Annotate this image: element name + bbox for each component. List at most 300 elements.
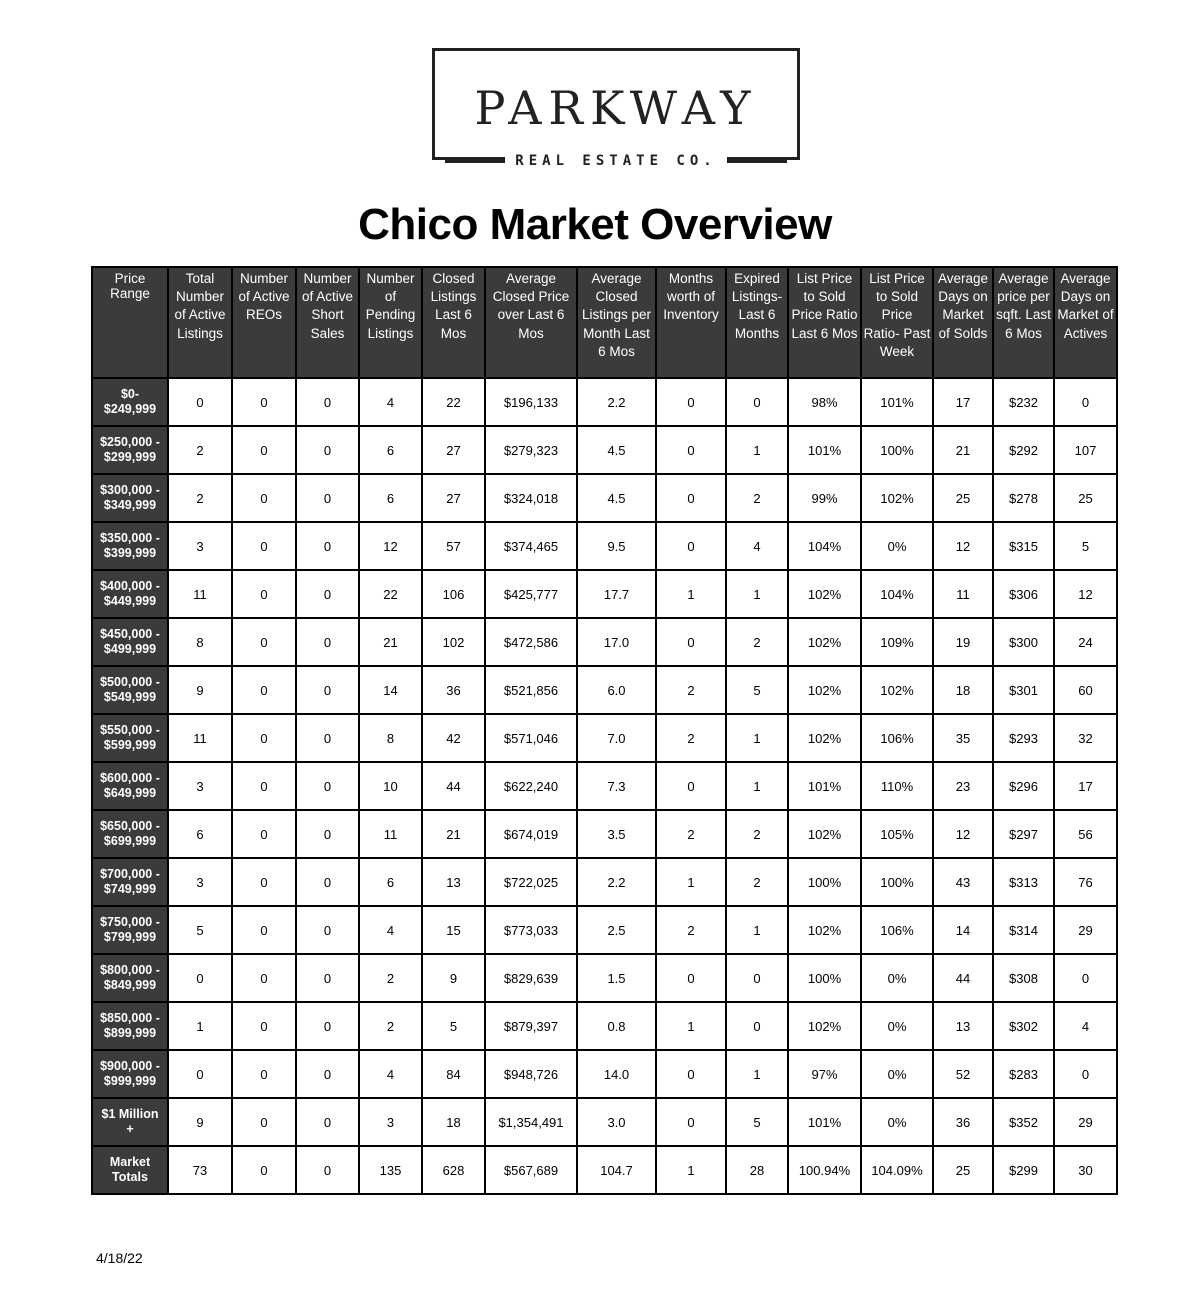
price-range-text: $300,000 - $349,999 [100, 483, 160, 512]
table-cell: 104.7 [577, 1146, 656, 1194]
table-cell: $879,397 [485, 1002, 577, 1050]
table-cell: 0 [656, 762, 726, 810]
table-cell: 4.5 [577, 474, 656, 522]
table-cell: 0 [232, 1002, 296, 1050]
table-cell: 2 [168, 474, 232, 522]
table-cell: 0 [296, 1098, 359, 1146]
table-cell: $521,856 [485, 666, 577, 714]
table-cell: 0 [232, 378, 296, 426]
table-body [92, 378, 1117, 1194]
table-cell: 97% [788, 1050, 861, 1098]
table-cell: 76 [1054, 858, 1117, 906]
table-cell: 0 [296, 426, 359, 474]
table-cell: 0 [296, 474, 359, 522]
table-cell: 22 [359, 570, 422, 618]
table-cell: 104% [788, 522, 861, 570]
table-cell: 0 [656, 378, 726, 426]
table-cell: 0 [232, 762, 296, 810]
price-range-label [92, 858, 168, 906]
price-range-label [92, 906, 168, 954]
table-cell: 0 [656, 954, 726, 1002]
table-cell: 0 [296, 762, 359, 810]
table-cell: 5 [1054, 522, 1117, 570]
table-cell: 17.7 [577, 570, 656, 618]
table-cell: 57 [422, 522, 485, 570]
table-cell: 18 [933, 666, 993, 714]
table-cell: 4 [359, 1050, 422, 1098]
table-cell: 0 [232, 522, 296, 570]
table-cell: $301 [993, 666, 1054, 714]
table-cell: 0 [232, 426, 296, 474]
parkway-logo [432, 48, 800, 169]
table-row [92, 474, 1117, 522]
column-header: Total Number of Active Listings [168, 267, 232, 378]
table-cell: $773,033 [485, 906, 577, 954]
table-cell: 0% [861, 954, 933, 1002]
table-cell: $292 [993, 426, 1054, 474]
table-row [92, 570, 1117, 618]
logo-wordmark: PARKWAY [474, 81, 758, 135]
table-cell: 104.09% [861, 1146, 933, 1194]
table-cell: $315 [993, 522, 1054, 570]
table-cell: 1.5 [577, 954, 656, 1002]
table-cell: 101% [788, 426, 861, 474]
logo-tagline-row [435, 151, 797, 171]
table-cell: 13 [422, 858, 485, 906]
table-cell: 1 [656, 570, 726, 618]
table-cell: 73 [168, 1146, 232, 1194]
table-cell: 18 [422, 1098, 485, 1146]
table-cell: 9.5 [577, 522, 656, 570]
price-range-label [92, 570, 168, 618]
table-row [92, 1050, 1117, 1098]
table-cell: 0 [296, 618, 359, 666]
table-cell: 3 [168, 522, 232, 570]
column-header: Months worth of Inventory [656, 267, 726, 378]
table-cell: $674,019 [485, 810, 577, 858]
table-cell: 0% [861, 1002, 933, 1050]
table-cell: 12 [933, 522, 993, 570]
table-cell: 30 [1054, 1146, 1117, 1194]
table-cell: 99% [788, 474, 861, 522]
table-cell: $296 [993, 762, 1054, 810]
table-cell: 9 [168, 1098, 232, 1146]
table-cell: 11 [168, 714, 232, 762]
table-row [92, 522, 1117, 570]
table-cell: $278 [993, 474, 1054, 522]
table-cell: 100.94% [788, 1146, 861, 1194]
price-range-text: $650,000 - $699,999 [100, 819, 160, 848]
table-cell: 102% [861, 666, 933, 714]
table-row [92, 378, 1117, 426]
table-cell: $722,025 [485, 858, 577, 906]
table-cell: 0 [656, 522, 726, 570]
table-cell: 0 [232, 474, 296, 522]
column-header: Average price per sqft. Last 6 Mos [993, 267, 1054, 378]
table-cell: 14.0 [577, 1050, 656, 1098]
table-cell: 7.3 [577, 762, 656, 810]
table-cell: $948,726 [485, 1050, 577, 1098]
table-cell: 0% [861, 1050, 933, 1098]
table-cell: 0% [861, 522, 933, 570]
table-cell: 4 [359, 906, 422, 954]
table-cell: 0 [232, 1050, 296, 1098]
table-cell: 23 [933, 762, 993, 810]
table-cell: 0 [232, 618, 296, 666]
table-cell: 3.0 [577, 1098, 656, 1146]
column-header: Average Closed Price over Last 6 Mos [485, 267, 577, 378]
table-cell: 14 [359, 666, 422, 714]
table-cell: 1 [656, 858, 726, 906]
table-cell: 11 [359, 810, 422, 858]
table-cell: 12 [933, 810, 993, 858]
table-cell: 102% [788, 810, 861, 858]
table-cell: 0 [296, 522, 359, 570]
table-cell: 1 [726, 714, 788, 762]
table-row [92, 810, 1117, 858]
table-cell: 56 [1054, 810, 1117, 858]
table-cell: 6 [168, 810, 232, 858]
table-cell: 27 [422, 474, 485, 522]
table-cell: 29 [1054, 1098, 1117, 1146]
table-cell: 104% [861, 570, 933, 618]
table-cell: 2 [359, 954, 422, 1002]
table-cell: 42 [422, 714, 485, 762]
column-header: Average Days on Market of Solds [933, 267, 993, 378]
table-cell: 6 [359, 474, 422, 522]
table-cell: 22 [422, 378, 485, 426]
table-cell: 0 [232, 1098, 296, 1146]
table-cell: 15 [422, 906, 485, 954]
table-cell: 0 [1054, 954, 1117, 1002]
table-cell: 43 [933, 858, 993, 906]
table-cell: 32 [1054, 714, 1117, 762]
table-cell: $306 [993, 570, 1054, 618]
table-cell: 100% [861, 426, 933, 474]
table-cell: 6 [359, 858, 422, 906]
market-table [91, 266, 1118, 1195]
table-row [92, 666, 1117, 714]
table-cell: 0 [656, 474, 726, 522]
price-range-text: $450,000 - $499,999 [100, 627, 160, 656]
table-cell: 0 [296, 570, 359, 618]
table-cell: 100% [788, 858, 861, 906]
table-cell: 2.5 [577, 906, 656, 954]
table-cell: 10 [359, 762, 422, 810]
table-cell: 2.2 [577, 858, 656, 906]
table-cell: 2 [168, 426, 232, 474]
table-cell: 106 [422, 570, 485, 618]
price-range-text: Market Totals [109, 1155, 151, 1184]
table-cell: $300 [993, 618, 1054, 666]
table-cell: 0 [296, 714, 359, 762]
table-cell: $313 [993, 858, 1054, 906]
table-cell: 0 [232, 570, 296, 618]
table-row [92, 858, 1117, 906]
table-cell: 14 [933, 906, 993, 954]
table-cell: $324,018 [485, 474, 577, 522]
table-cell: 6.0 [577, 666, 656, 714]
table-cell: 0 [168, 954, 232, 1002]
price-range-label [92, 426, 168, 474]
table-cell: 17 [1054, 762, 1117, 810]
column-header: Price Range [92, 267, 168, 378]
price-range-text: $350,000 - $399,999 [100, 531, 160, 560]
table-cell: $622,240 [485, 762, 577, 810]
price-range-text: $250,000 - $299,999 [100, 435, 160, 464]
table-cell: 5 [168, 906, 232, 954]
table-cell: 2 [656, 714, 726, 762]
table-cell: 0 [296, 1050, 359, 1098]
table-cell: 17.0 [577, 618, 656, 666]
table-cell: 6 [359, 426, 422, 474]
column-header: List Price to Sold Price Ratio Last 6 Mos [788, 267, 861, 378]
table-row [92, 906, 1117, 954]
table-cell: 0 [296, 858, 359, 906]
table-cell: 0 [296, 906, 359, 954]
table-cell: $425,777 [485, 570, 577, 618]
table-cell: 109% [861, 618, 933, 666]
table-cell: $472,586 [485, 618, 577, 666]
table-cell: $314 [993, 906, 1054, 954]
table-cell: 101% [861, 378, 933, 426]
table-cell: 1 [726, 762, 788, 810]
table-cell: 2 [656, 666, 726, 714]
table-cell: 110% [861, 762, 933, 810]
table-cell: 13 [933, 1002, 993, 1050]
table-cell: 102% [788, 666, 861, 714]
table-cell: 4 [359, 378, 422, 426]
table-cell: 12 [1054, 570, 1117, 618]
table-cell: $308 [993, 954, 1054, 1002]
table-cell: 36 [422, 666, 485, 714]
table-cell: 0 [296, 954, 359, 1002]
price-range-label [92, 522, 168, 570]
table-cell: 8 [359, 714, 422, 762]
table-cell: 52 [933, 1050, 993, 1098]
column-header: Average Closed Listings per Month Last 6 Mos [577, 267, 656, 378]
table-cell: 0 [232, 858, 296, 906]
table-cell: 25 [933, 474, 993, 522]
price-range-label [92, 714, 168, 762]
table-cell: 19 [933, 618, 993, 666]
table-cell: 0 [296, 1002, 359, 1050]
table-cell: 0 [656, 1098, 726, 1146]
table-cell: 2 [726, 618, 788, 666]
table-cell: 102% [861, 474, 933, 522]
table-cell: 0 [168, 378, 232, 426]
logo-rule-right [727, 160, 787, 163]
column-header: Number of Active REOs [232, 267, 296, 378]
table-cell: 3 [359, 1098, 422, 1146]
table-cell: 2 [726, 474, 788, 522]
table-cell: 0 [232, 810, 296, 858]
table-cell: 0 [726, 1002, 788, 1050]
table-cell: $352 [993, 1098, 1054, 1146]
table-cell: 2 [656, 906, 726, 954]
table-cell: 107 [1054, 426, 1117, 474]
table-cell: 2 [656, 810, 726, 858]
table-cell: $1,354,491 [485, 1098, 577, 1146]
table-cell: 2 [359, 1002, 422, 1050]
price-range-label [92, 378, 168, 426]
table-cell: $283 [993, 1050, 1054, 1098]
price-range-text: $700,000 - $749,999 [100, 867, 160, 896]
table-cell: 0 [296, 666, 359, 714]
table-cell: 7.0 [577, 714, 656, 762]
price-range-label [92, 1146, 168, 1194]
price-range-text: $0- $249,999 [103, 387, 157, 416]
table-cell: 3 [168, 762, 232, 810]
table-cell: 4 [726, 522, 788, 570]
table-cell: 44 [933, 954, 993, 1002]
logo-tagline: REAL ESTATE CO. [505, 153, 726, 169]
table-cell: 8 [168, 618, 232, 666]
page-title: Chico Market Overview [358, 200, 832, 249]
table-cell: 102% [788, 570, 861, 618]
price-range-text: $850,000 - $899,999 [100, 1011, 160, 1040]
table-cell: 0 [232, 954, 296, 1002]
table-cell: 35 [933, 714, 993, 762]
table-cell: 28 [726, 1146, 788, 1194]
table-cell: 44 [422, 762, 485, 810]
table-cell: 21 [359, 618, 422, 666]
table-cell: $293 [993, 714, 1054, 762]
price-range-text: $900,000 - $999,999 [100, 1059, 160, 1088]
table-cell: 0 [232, 714, 296, 762]
table-cell: 0 [296, 1146, 359, 1194]
table-cell: 2 [726, 810, 788, 858]
table-cell: 0 [296, 378, 359, 426]
table-cell: 0 [232, 1146, 296, 1194]
table-cell: $567,689 [485, 1146, 577, 1194]
table-row [92, 954, 1117, 1002]
table-cell: 84 [422, 1050, 485, 1098]
table-row [92, 1098, 1117, 1146]
table-cell: $571,046 [485, 714, 577, 762]
price-range-text: $1 Million + [101, 1107, 159, 1136]
price-range-label [92, 762, 168, 810]
table-cell: 9 [422, 954, 485, 1002]
table-cell: 101% [788, 762, 861, 810]
column-header: Number of Pending Listings [359, 267, 422, 378]
table-cell: 100% [788, 954, 861, 1002]
table-cell: 25 [933, 1146, 993, 1194]
table-cell: 0 [726, 954, 788, 1002]
table-cell: 12 [359, 522, 422, 570]
table-row [92, 426, 1117, 474]
table-cell: $196,133 [485, 378, 577, 426]
price-range-text: $550,000 - $599,999 [100, 723, 160, 752]
price-range-text: $400,000 - $449,999 [100, 579, 160, 608]
table-cell: 106% [861, 906, 933, 954]
table-cell: 11 [168, 570, 232, 618]
table-row [92, 618, 1117, 666]
price-range-label [92, 810, 168, 858]
table-cell: 11 [933, 570, 993, 618]
table-header-row [92, 267, 1117, 378]
table-cell: 17 [933, 378, 993, 426]
table-cell: 102% [788, 906, 861, 954]
column-header: List Price to Sold Price Ratio- Past Week [861, 267, 933, 378]
table-cell: 5 [726, 1098, 788, 1146]
table-cell: 0 [1054, 1050, 1117, 1098]
price-range-label [92, 954, 168, 1002]
totals-row [92, 1146, 1117, 1194]
table-cell: 60 [1054, 666, 1117, 714]
column-header: Average Days on Market of Actives [1054, 267, 1117, 378]
table-cell: 0 [726, 378, 788, 426]
table-cell: 1 [726, 426, 788, 474]
column-header: Closed Listings Last 6 Mos [422, 267, 485, 378]
price-range-label [92, 1002, 168, 1050]
table-cell: 4.5 [577, 426, 656, 474]
table-cell: 1 [168, 1002, 232, 1050]
table-cell: $279,323 [485, 426, 577, 474]
table-cell: 3.5 [577, 810, 656, 858]
table-cell: 0 [656, 618, 726, 666]
table-cell: 0 [168, 1050, 232, 1098]
table-cell: 102% [788, 714, 861, 762]
table-cell: 9 [168, 666, 232, 714]
table-cell: 102% [788, 618, 861, 666]
table-row [92, 714, 1117, 762]
table-cell: 2 [726, 858, 788, 906]
price-range-text: $800,000 - $849,999 [100, 963, 160, 992]
table-cell: 135 [359, 1146, 422, 1194]
price-range-label [92, 1050, 168, 1098]
table-cell: 102 [422, 618, 485, 666]
table-cell: 1 [726, 1050, 788, 1098]
table-cell: 2.2 [577, 378, 656, 426]
logo-rule-left [445, 160, 505, 163]
price-range-label [92, 1098, 168, 1146]
price-range-label [92, 618, 168, 666]
table-cell: 1 [726, 906, 788, 954]
table-cell: 5 [422, 1002, 485, 1050]
table-cell: 21 [422, 810, 485, 858]
price-range-text: $500,000 - $549,999 [100, 675, 160, 704]
report-date: 4/18/22 [96, 1250, 143, 1266]
table-cell: $232 [993, 378, 1054, 426]
table-cell: 102% [788, 1002, 861, 1050]
price-range-label [92, 666, 168, 714]
table-cell: 1 [726, 570, 788, 618]
table-cell: 29 [1054, 906, 1117, 954]
column-header: Number of Active Short Sales [296, 267, 359, 378]
table-cell: $299 [993, 1146, 1054, 1194]
table-cell: 100% [861, 858, 933, 906]
table-cell: 1 [656, 1146, 726, 1194]
table-cell: 0 [656, 1050, 726, 1098]
price-range-label [92, 474, 168, 522]
table-cell: 0 [656, 426, 726, 474]
column-header: Expired Listings- Last 6 Months [726, 267, 788, 378]
table-cell: 25 [1054, 474, 1117, 522]
table-cell: $297 [993, 810, 1054, 858]
price-range-text: $600,000 - $649,999 [100, 771, 160, 800]
table-cell: $302 [993, 1002, 1054, 1050]
table-cell: 105% [861, 810, 933, 858]
table-cell: 628 [422, 1146, 485, 1194]
table-cell: 106% [861, 714, 933, 762]
table-cell: 0% [861, 1098, 933, 1146]
table-cell: $829,639 [485, 954, 577, 1002]
table-cell: 5 [726, 666, 788, 714]
table-cell: 24 [1054, 618, 1117, 666]
table-cell: 3 [168, 858, 232, 906]
table-cell: 4 [1054, 1002, 1117, 1050]
